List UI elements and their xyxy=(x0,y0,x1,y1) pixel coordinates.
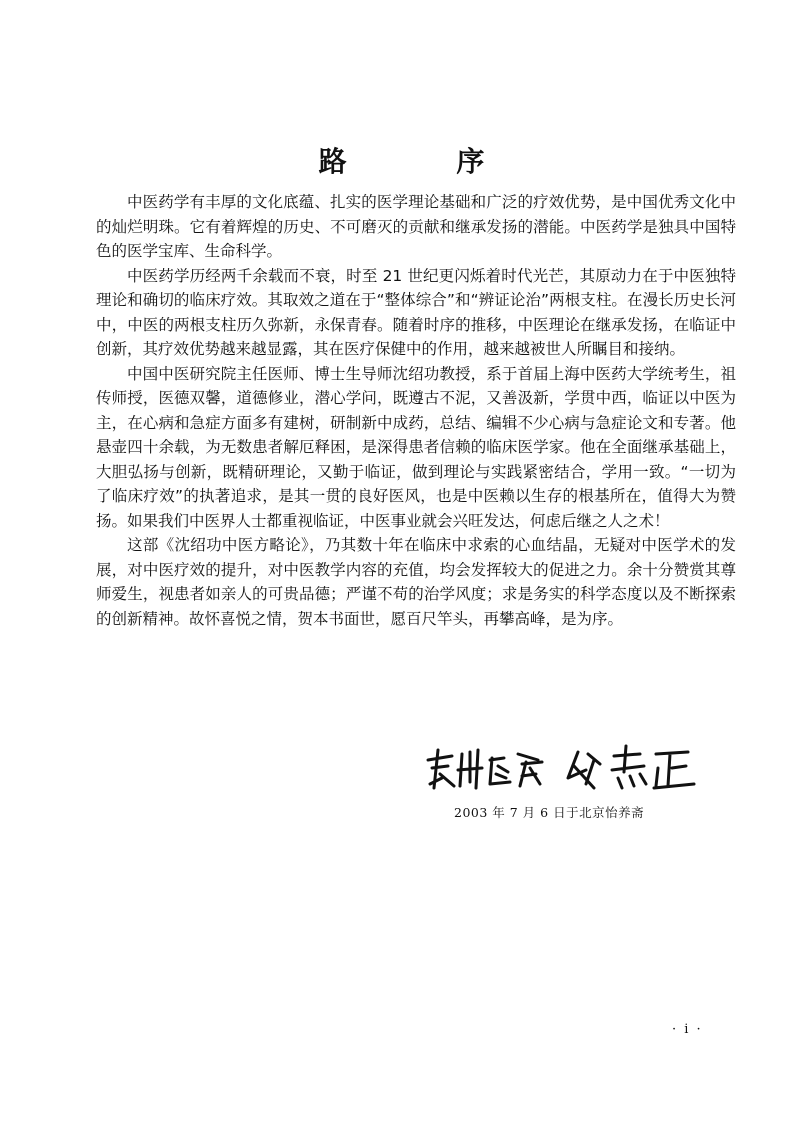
paragraph-4: 这部《沈绍功中医方略论》，乃其数十年在临床中求索的心血结晶，无疑对中医学术的发展，对中医疗效的提升，对中医教学内容的充值，均会发挥较大的促进之力。余十分赞赏其尊师爱生，视患者如亲人的可贵品德；严谨不苟的治学风度；求是务实的科学态度以及不断探索的创新精神。故怀喜悦之情，贺本书面世，愿百尺竿头，再攀高峰，是为序。 xyxy=(96,536,736,628)
signature-image xyxy=(418,738,708,798)
date-and-place: 2003 年 7 月 6 日于北京怡养斋 xyxy=(454,805,645,820)
paragraph-3: 中国中医研究院主任医师、博士生导师沈绍功教授，系于首届上海中医药大学统考生，祖传师授，医德双馨，道德修业，潜心学问，既遵古不泥，又善汲新，学贯中西，临证以中医为主，在心病和急症方面多有建树，研制新中成药，总结、编辑不少心病与急症论文和专著。他悬壶四十余载，为无数患者解厄释困，是深得患者信赖的临床医学家。他在全面继承基础上，大胆弘扬与创新，既精研理论，又勤于临证，做到理论与实践紧密结合，学用一致。“一切为了临床疗效”的执著追求，是其一贯的良好医风，也是中医赖以生存的根基所在，值得大为赞扬。如果我们中医界人士都重视临证，中医事业就会兴旺发达，何虑后继之人之术！ xyxy=(96,364,736,530)
handwritten-signature xyxy=(418,738,708,798)
paragraph-1: 中医药学有丰厚的文化底蕴、扎实的医学理论基础和广泛的疗效优势，是中国优秀文化中的灿烂明珠。它有着辉煌的历史、不可磨灭的贡献和继承发扬的潜能。中医药学是独具中国特色的医学宝库、生命科学。 xyxy=(96,193,736,260)
preface-body xyxy=(96,190,736,631)
page-number: · i · xyxy=(672,1022,703,1037)
paragraph-2: 中医药学历经两千余载而不衰，时至 21 世纪更闪烁着时代光芒，其原动力在于中医独特理论和确切的临床疗效。其取效之道在于“整体综合”和“辨证论治”两根支柱。在漫长历史长河中，中医的两根支柱历久弥新，永保青春。随着时序的推移，中医理论在继承发扬，在临证中创新，其疗效优势越来越显露，其在医疗保健中的作用，越来越被世人所瞩目和接纳。 xyxy=(96,266,736,358)
preface-title: 路 序 xyxy=(318,145,535,178)
